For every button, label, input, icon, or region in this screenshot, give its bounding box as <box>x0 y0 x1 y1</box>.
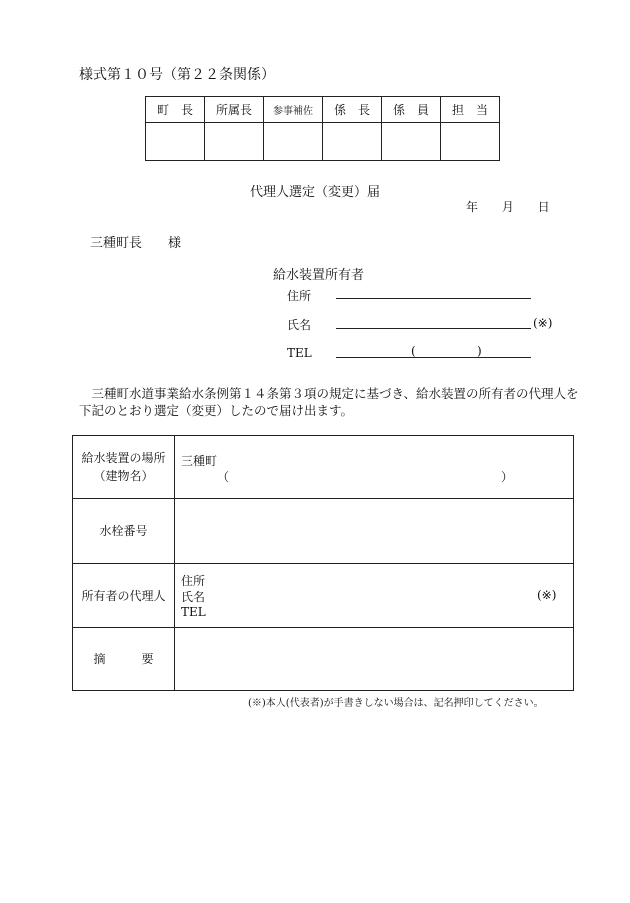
owner-name-mark: (※) <box>533 316 553 330</box>
location-label-line1: 給水装置の場所 <box>81 451 166 465</box>
hydrant-number-field[interactable] <box>175 499 574 564</box>
hydrant-number-label: 水栓番号 <box>73 499 175 564</box>
location-paren-open: （ <box>217 470 230 484</box>
location-paren-close: ） <box>501 470 514 484</box>
details-table <box>72 435 574 691</box>
location-value: 三種町 <box>181 454 218 468</box>
agent-tel-label: TEL <box>181 605 206 619</box>
date-line[interactable]: 年 月 日 <box>466 200 550 214</box>
agent-name-mark: (※) <box>537 588 557 602</box>
agent-label: 所有者の代理人 <box>73 564 175 628</box>
approval-stamp-table <box>145 96 500 161</box>
stamp-cell-staff[interactable] <box>382 123 441 161</box>
stamp-cell-section-chief[interactable] <box>323 123 382 161</box>
addressee: 三種町長 様 <box>90 236 182 251</box>
stamp-cell-in-charge[interactable] <box>441 123 500 161</box>
body-paragraph: 三種町水道事業給水条例第１４条第３項の規定に基づき、給水装置の所有者の代理人を下記のとおり選定（変更）したので届け出ます。 <box>79 386 579 418</box>
owner-address-field[interactable] <box>336 298 531 299</box>
owner-tel-label: TEL <box>287 346 312 360</box>
approval-header-in-charge: 担 当 <box>441 97 500 123</box>
owner-tel-paren-close: ) <box>477 344 482 358</box>
summary-label: 摘 要 <box>73 628 175 691</box>
stamp-cell-mayor[interactable] <box>146 123 205 161</box>
owner-tel-paren-open: ( <box>411 344 416 358</box>
owner-address-label: 住所 <box>287 289 312 303</box>
footnote: (※)本人(代表者)が手書きしない場合は、記名押印してください。 <box>248 698 544 709</box>
summary-field[interactable] <box>175 628 574 691</box>
stamp-cell-assistant-councilor[interactable] <box>264 123 323 161</box>
agent-field[interactable] <box>175 564 574 628</box>
location-label <box>73 436 175 499</box>
agent-name-label: 氏名 <box>181 590 206 604</box>
owner-heading: 給水装置所有者 <box>273 268 365 283</box>
approval-header-mayor: 町 長 <box>146 97 205 123</box>
document-title: 代理人選定（変更）届 <box>249 185 380 200</box>
approval-header-dept-head: 所属長 <box>205 97 264 123</box>
approval-header-assistant-councilor: 参事補佐 <box>264 97 323 123</box>
location-label-line2: （建物名） <box>93 469 154 483</box>
owner-name-field[interactable] <box>336 328 531 329</box>
form-number: 様式第１０号（第２２条関係） <box>79 67 275 83</box>
agent-address-label: 住所 <box>181 574 206 588</box>
owner-name-label: 氏名 <box>287 318 312 332</box>
approval-header-staff: 係 員 <box>382 97 441 123</box>
approval-header-section-chief: 係 長 <box>323 97 382 123</box>
owner-tel-field[interactable] <box>336 357 531 358</box>
stamp-cell-dept-head[interactable] <box>205 123 264 161</box>
location-field[interactable] <box>175 436 574 499</box>
